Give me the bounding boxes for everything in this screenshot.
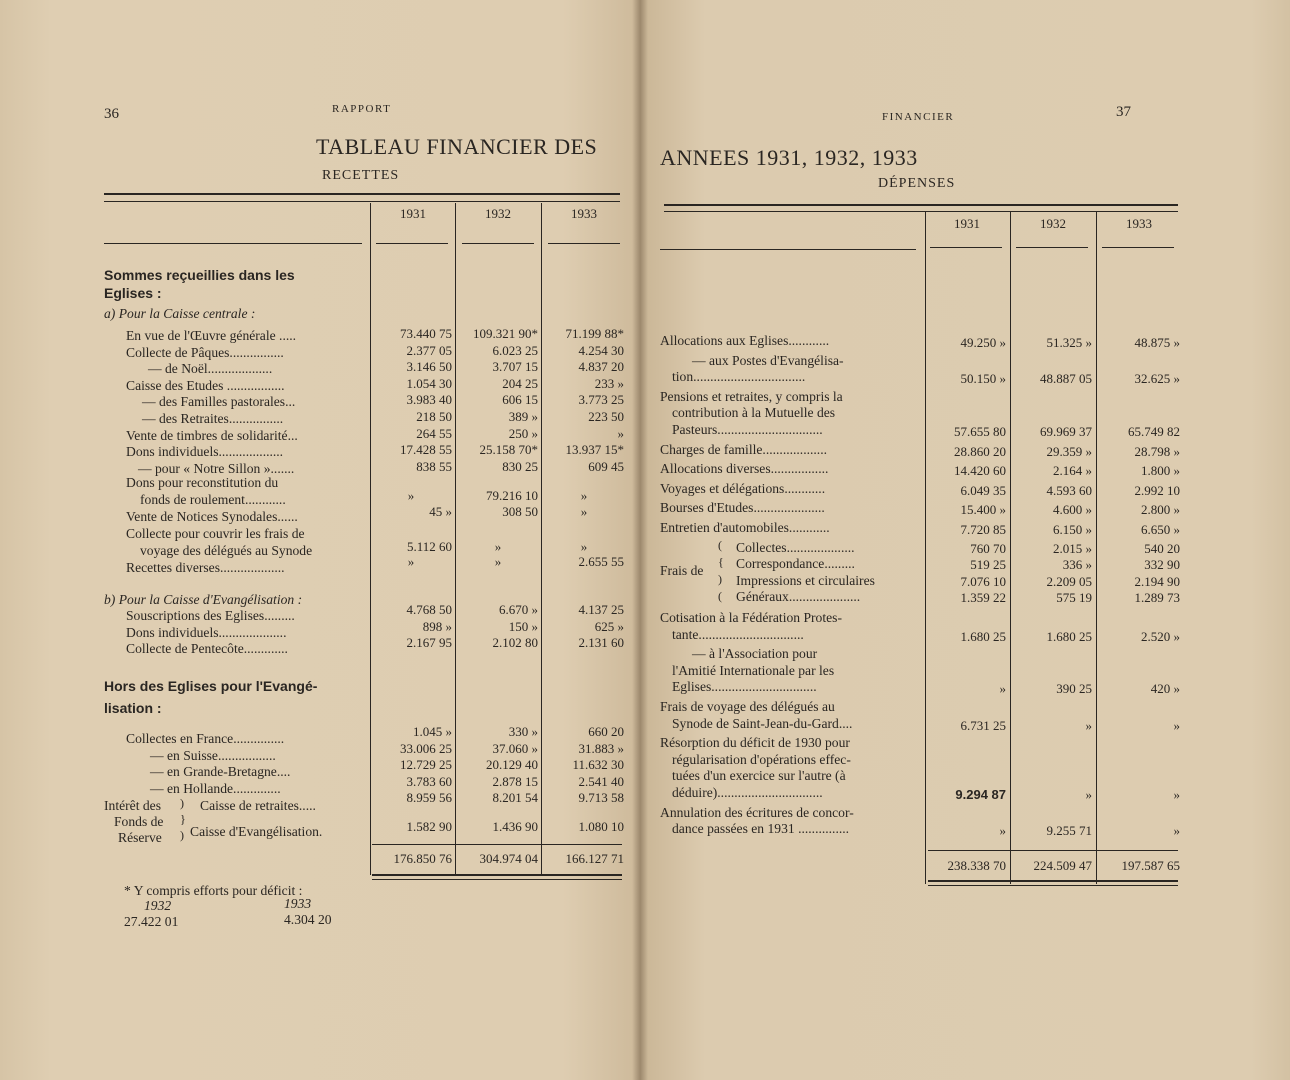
value-cell: 1.054 30 [406,375,452,391]
value-cell: 17.428 55 [400,442,452,458]
row-label: Allocations aux Eglises............ [660,333,830,348]
footnote-value: 4.304 20 [284,912,332,927]
row-label: — des Familles pastorales... [142,394,296,410]
row-label: Collectes.................... [736,539,855,555]
value-cell: » [1173,787,1180,802]
row-label: Allocations diverses................. [660,461,829,477]
row-label: — pour « Notre Sillon »....... [138,460,295,476]
value-cell: 3.783 60 [406,773,452,789]
year-header-1932: 1932 [1040,216,1066,231]
page-title-right: ANNEES 1931, 1932, 1933 [660,145,918,170]
value-cell: 49.250 » [960,335,1006,350]
footnote-value: 27.422 01 [124,914,179,929]
rule [376,243,448,244]
value-cell: 332 90 [1144,557,1180,573]
value-cell: 6.670 » [499,602,538,617]
col-divider [1010,212,1011,884]
value-cell: 760 70 [970,540,1006,556]
page-title-left: TABLEAU FINANCIER DES [316,134,598,159]
value-cell: 2.520 » [1141,628,1180,644]
value-cell: 12.729 25 [400,757,452,772]
value-cell: 3.773 25 [578,392,624,408]
value-cell: 4.254 30 [578,342,624,358]
value-cell: 2.167 95 [406,635,452,650]
rule-top-right [664,204,1178,206]
row-label: Annulation des écritures de concor- [660,804,854,820]
year-header-1931: 1931 [400,206,426,221]
value-cell: 1.359 22 [960,590,1006,606]
row-label: En vue de l'Œuvre générale ..... [126,328,297,343]
row-label: Voyages et délégations............ [660,480,826,496]
row-label: Pensions et retraites, y compris la [660,388,843,404]
value-cell: 1.436 90 [492,819,538,834]
value-cell: 8.959 56 [406,790,452,805]
value-cell: » [407,554,415,569]
value-cell: 264 55 [416,425,452,441]
rule [1016,247,1088,248]
row-label: tante............................... [672,626,804,642]
value-cell: 9.255 71 [1046,823,1092,839]
total-1932: 224.509 47 [1033,858,1092,873]
value-cell: 8.201 54 [492,790,538,805]
value-cell: 69.969 37 [1040,424,1092,439]
rule [660,249,916,250]
value-cell: 2.131 60 [578,635,624,650]
value-cell: 625 » [594,618,624,634]
value-cell: 1.800 » [1141,463,1180,479]
value-cell: 11.632 30 [572,757,624,772]
row-label: Collectes en France............... [126,731,285,746]
rule-top-left-2 [104,201,620,202]
row-label: Fonds de [114,814,164,829]
total-1931: 238.338 70 [947,858,1006,873]
value-cell: 830 25 [502,458,538,474]
row-label: voyage des délégués au Synode [140,543,313,558]
value-cell: 28.798 » [1134,443,1180,459]
rule [930,247,1002,248]
book-gutter [632,0,648,1080]
rule [548,243,620,244]
row-label: Entretien d'automobiles............ [660,520,830,535]
value-cell: 4.837 20 [578,359,624,375]
page-number-left: 36 [104,106,119,122]
value-cell: 1.680 25 [960,628,1006,644]
value-cell: 233 » [594,375,624,391]
row-label: tuées d'un exercice sur l'autre (à [672,768,846,784]
value-cell: 37.060 » [492,740,538,756]
value-cell: 4.137 25 [578,602,624,617]
rule [104,243,362,244]
value-cell: 9.713 58 [578,790,624,805]
total-rule [928,850,1178,851]
value-cell: 1.045 » [413,724,452,739]
value-cell: 13.937 15* [565,442,624,458]
value-cell: » [494,539,502,554]
col-divider [455,203,456,875]
total-rule [372,844,622,845]
value-cell: 519 25 [970,557,1006,573]
value-cell: 33.006 25 [400,740,452,756]
value-cell: 6.049 35 [960,482,1006,498]
value-cell: 45 » [429,504,452,519]
rule [1102,247,1174,248]
row-label: Frais de voyage des délégués au [660,699,835,714]
col-divider [370,203,371,875]
row-label: dance passées en 1931 ............... [672,821,850,837]
value-cell: 9.294 87 [955,787,1006,802]
value-cell: 2.655 55 [578,554,624,569]
footnote: * Y compris efforts pour déficit : [124,883,303,898]
value-cell: 71.199 88* [565,326,624,341]
row-label: Bourses d'Etudes..................... [660,500,825,516]
year-header-1933: 1933 [571,206,597,221]
row-label: Caisse de retraites..... [200,798,316,813]
rule-top-left [104,193,620,195]
value-cell: » [617,425,624,441]
row-label: Impressions et circulaires [736,572,875,588]
value-cell: 65.749 82 [1128,424,1180,439]
section-recettes: RECETTES [322,168,400,183]
value-cell: » [1085,787,1092,802]
value-cell: 2.194 90 [1134,573,1180,589]
value-cell: 4.600 » [1053,502,1092,518]
row-label: — en Grande-Bretagne.... [150,764,291,779]
value-cell: » [1085,717,1092,733]
footnote-year: 1933 [284,896,312,911]
year-header-1931: 1931 [954,216,980,231]
row-label: Frais de [660,562,704,578]
row-label: Correspondance......... [736,556,855,572]
row-label: Vente de Notices Synodales...... [126,509,298,524]
value-cell: » [1173,823,1180,839]
running-head-right: FINANCIER [882,111,955,123]
value-cell: » [580,539,588,554]
row-label: Collecte pour couvrir les frais de [126,526,305,541]
value-cell: 7.720 85 [960,522,1006,537]
value-cell: 57.655 80 [954,424,1006,439]
value-cell: 250 » [508,425,538,441]
value-cell: 5.112 60 [406,539,452,554]
subsection-heading: a) Pour la Caisse centrale : [104,306,256,321]
value-cell: 28.860 20 [954,443,1006,459]
value-cell: 308 50 [502,504,538,519]
running-head-left: RAPPORT [332,103,392,115]
section-heading: Eglises : [104,285,162,301]
value-cell: 540 20 [1144,540,1180,556]
col-divider [1096,212,1097,884]
row-label: Caisse des Etudes ................. [126,377,285,393]
value-cell: 575 19 [1056,590,1092,606]
value-cell: 6.650 » [1141,522,1180,537]
value-cell: » [580,488,588,503]
value-cell: 1.289 73 [1134,590,1180,606]
value-cell: 1.080 10 [578,819,624,834]
section-heading: Hors des Eglises pour l'Evangé- [104,678,318,694]
value-cell: 4.593 60 [1046,482,1092,498]
value-cell: » [999,681,1006,697]
row-label: — de Noël................... [148,361,273,377]
row-label: contribution à la Mutuelle des [672,405,836,421]
year-header-1932: 1932 [485,206,511,221]
row-label: Dons pour reconstitution du [126,475,279,490]
value-cell: 606 15 [502,392,538,408]
rule-top-right-2 [664,211,1178,212]
value-cell: 31.883 » [578,740,624,756]
value-cell: 3.707 15 [492,359,538,375]
value-cell: 29.359 » [1046,443,1092,459]
value-cell: 51.325 » [1046,335,1092,350]
row-label: Intérêt des [104,798,161,813]
row-label: Eglises............................... [672,679,817,695]
value-cell: 2.800 » [1141,502,1180,518]
rule [462,243,534,244]
brace-icon: ) } ) [180,796,186,842]
col-divider [541,203,542,875]
value-cell: 6.023 25 [492,342,538,358]
row-label: — en Suisse................. [150,747,276,763]
value-cell: 218 50 [416,409,452,424]
value-cell: 6.150 » [1053,522,1092,537]
row-label: — aux Postes d'Evangélisa- [692,352,844,368]
value-cell: 48.887 05 [1040,371,1092,387]
value-cell: 660 20 [588,724,624,739]
value-cell: 1.582 90 [406,819,452,834]
footnote-year: 1932 [144,898,172,913]
double-rule [928,880,1178,882]
double-rule [372,879,622,880]
value-cell: 2.541 40 [578,773,624,789]
value-cell: 20.129 40 [486,757,538,772]
value-cell: 25.158 70* [479,442,538,458]
value-cell: 14.420 60 [954,463,1006,479]
total-1932: 304.974 04 [479,851,538,866]
brace-icon: ( { ) ( [718,537,724,603]
value-cell: 204 25 [502,375,538,391]
row-label: régularisation d'opérations effec- [672,751,851,767]
row-label: Recettes diverses................... [126,560,285,575]
row-label: fonds de roulement............ [140,492,286,507]
row-label: — à l'Association pour [692,646,818,662]
section-heading: Sommes reçueillies dans les [104,267,295,283]
row-label: déduire)............................... [672,785,823,800]
row-label: Caisse d'Evangélisation. [190,824,323,839]
value-cell: 73.440 75 [400,326,452,341]
double-rule [928,885,1178,886]
row-label: tion................................. [672,369,806,385]
year-header-1933: 1933 [1126,216,1152,231]
row-label: Pasteurs............................... [672,422,823,437]
row-label: Collecte de Pentecôte............. [126,641,288,656]
value-cell: 2.209 05 [1046,573,1092,589]
value-cell: 330 » [508,724,538,739]
value-cell: » [580,504,588,519]
value-cell: 50.150 » [960,371,1006,387]
row-label: — des Retraites................ [142,411,284,426]
row-label: Résorption du déficit de 1930 pour [660,735,850,751]
value-cell: 2.015 » [1053,540,1092,556]
row-label: l'Amitié Internationale par les [672,662,835,678]
value-cell: 336 » [1062,557,1092,573]
value-cell: 2.878 15 [492,773,538,789]
total-1933: 166.127 71 [565,851,624,866]
value-cell: » [494,554,502,569]
value-cell: 838 55 [416,458,452,474]
row-label: Dons individuels.................... [126,624,287,640]
value-cell: 898 » [422,618,452,634]
value-cell: 6.731 25 [960,717,1006,733]
value-cell: 223 50 [588,409,624,424]
row-label: Réserve [118,830,162,845]
section-depenses: DÉPENSES [878,176,956,191]
row-label: Cotisation à la Fédération Protes- [660,610,842,625]
row-label: Dons individuels................... [126,444,284,460]
value-cell: 3.983 40 [406,392,452,408]
row-label: Charges de famille................... [660,441,827,457]
value-cell: 1.680 25 [1046,628,1092,644]
value-cell: 2.992 10 [1134,482,1180,498]
value-cell: 32.625 » [1134,371,1180,387]
value-cell: 390 25 [1056,681,1092,697]
value-cell: 2.377 05 [406,342,452,358]
value-cell: 7.076 10 [960,573,1006,589]
page-number-right: 37 [1116,104,1131,120]
double-rule [372,874,622,876]
value-cell: 609 45 [588,458,624,474]
value-cell: » [999,823,1006,839]
section-heading: lisation : [104,700,162,716]
row-label: Souscriptions des Eglises......... [126,608,295,623]
row-label: Vente de timbres de solidarité... [126,427,298,443]
row-label: Généraux..................... [736,589,861,605]
value-cell: 389 » [508,409,538,424]
value-cell: 79.216 10 [486,488,538,503]
total-1931: 176.850 76 [393,851,452,866]
value-cell: 2.164 » [1053,463,1092,479]
value-cell: 150 » [508,618,538,634]
value-cell: 48.875 » [1134,335,1180,350]
row-label: — en Hollande.............. [150,780,281,796]
value-cell: » [1173,717,1180,733]
value-cell: 109.321 90* [473,326,538,341]
col-divider [925,212,926,884]
row-label: Synode de Saint-Jean-du-Gard.... [672,715,853,731]
value-cell: 3.146 50 [406,359,452,375]
value-cell: 2.102 80 [492,635,538,650]
value-cell: 15.400 » [960,502,1006,518]
value-cell: » [407,488,415,503]
value-cell: 420 » [1150,681,1180,697]
row-label: Collecte de Pâques................ [126,344,284,360]
subsection-heading: b) Pour la Caisse d'Evangélisation : [104,592,303,607]
total-1933: 197.587 65 [1121,858,1180,873]
value-cell: 4.768 50 [406,602,452,617]
